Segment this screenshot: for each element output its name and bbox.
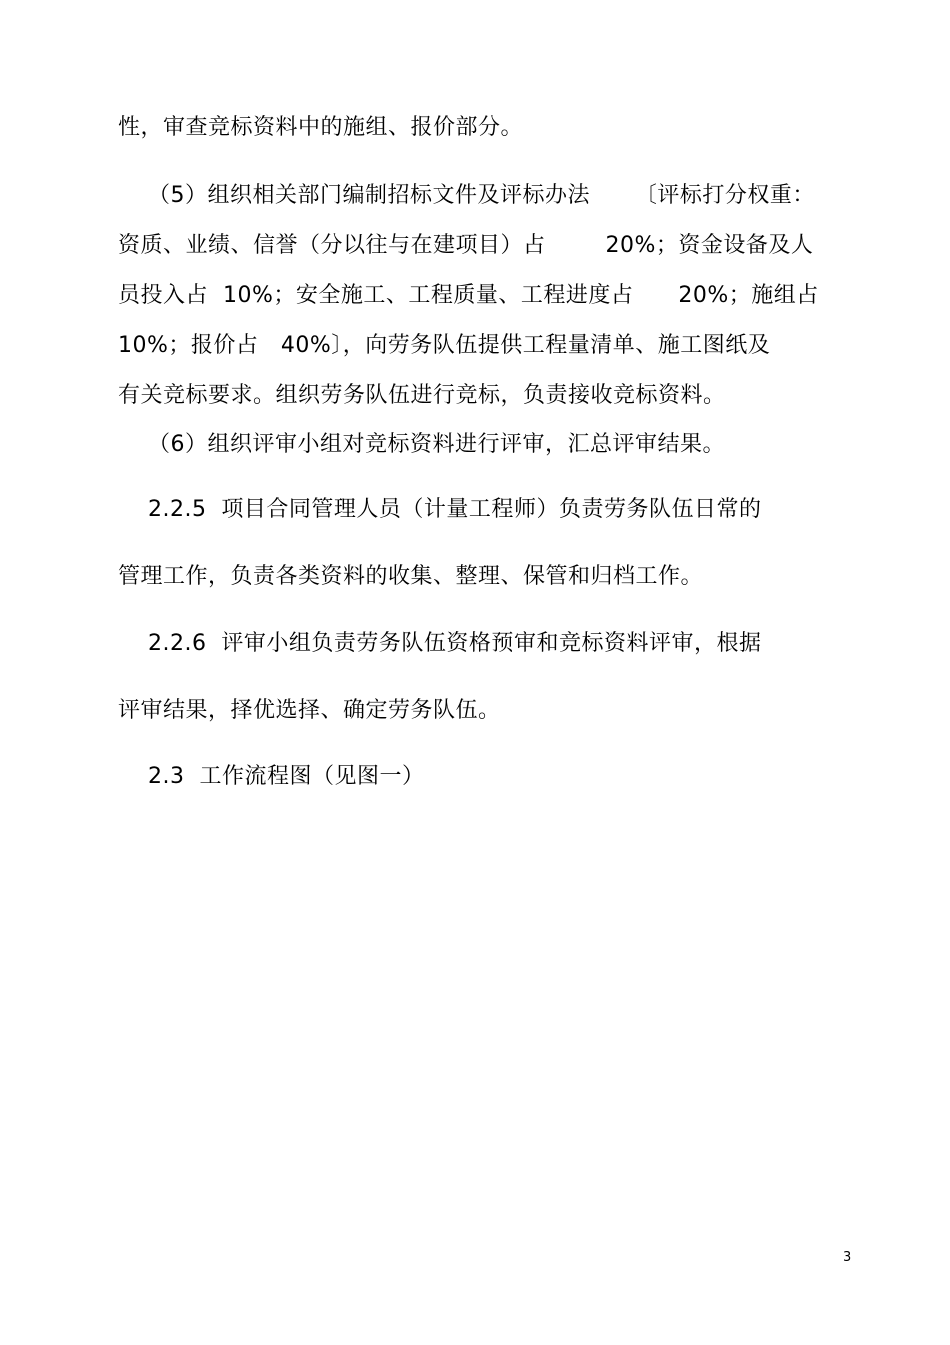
section-heading-2-3: 2.3 工作流程图（见图一） (118, 764, 425, 789)
text-line-8: 2.2.5 项目合同管理人员（计量工程师）负责劳务队伍日常的 (118, 497, 762, 522)
text-line-7: （6）组织评审小组对竞标资料进行评审，汇总评审结果。 (118, 432, 725, 457)
text-line-10: 2.2.6 评审小组负责劳务队伍资格预审和竞标资料评审，根据 (118, 631, 762, 656)
text-line-1: 性，审查竞标资料中的施组、报价部分。 (118, 115, 524, 140)
text-line-4: 员投入占 10%；安全施工、工程质量、工程进度占 20%；施组占 (118, 283, 819, 308)
text-line-6: 有关竞标要求。组织劳务队伍进行竞标，负责接收竞标资料。 (118, 383, 726, 408)
text-line-11: 评审结果，择优选择、确定劳务队伍。 (118, 698, 501, 723)
text-line-3: 资质、业绩、信誉（分以往与在建项目）占 20%；资金设备及人 (118, 233, 814, 258)
text-line-9: 管理工作，负责各类资料的收集、整理、保管和归档工作。 (118, 564, 704, 589)
text-line-2: （5）组织相关部门编制招标文件及评标办法 〔评标打分权重： (118, 183, 815, 208)
page-number: 3 (843, 1250, 852, 1265)
text-line-5: 10%；报价占 40%〕，向劳务队伍提供工程量清单、施工图纸及 (118, 333, 771, 358)
